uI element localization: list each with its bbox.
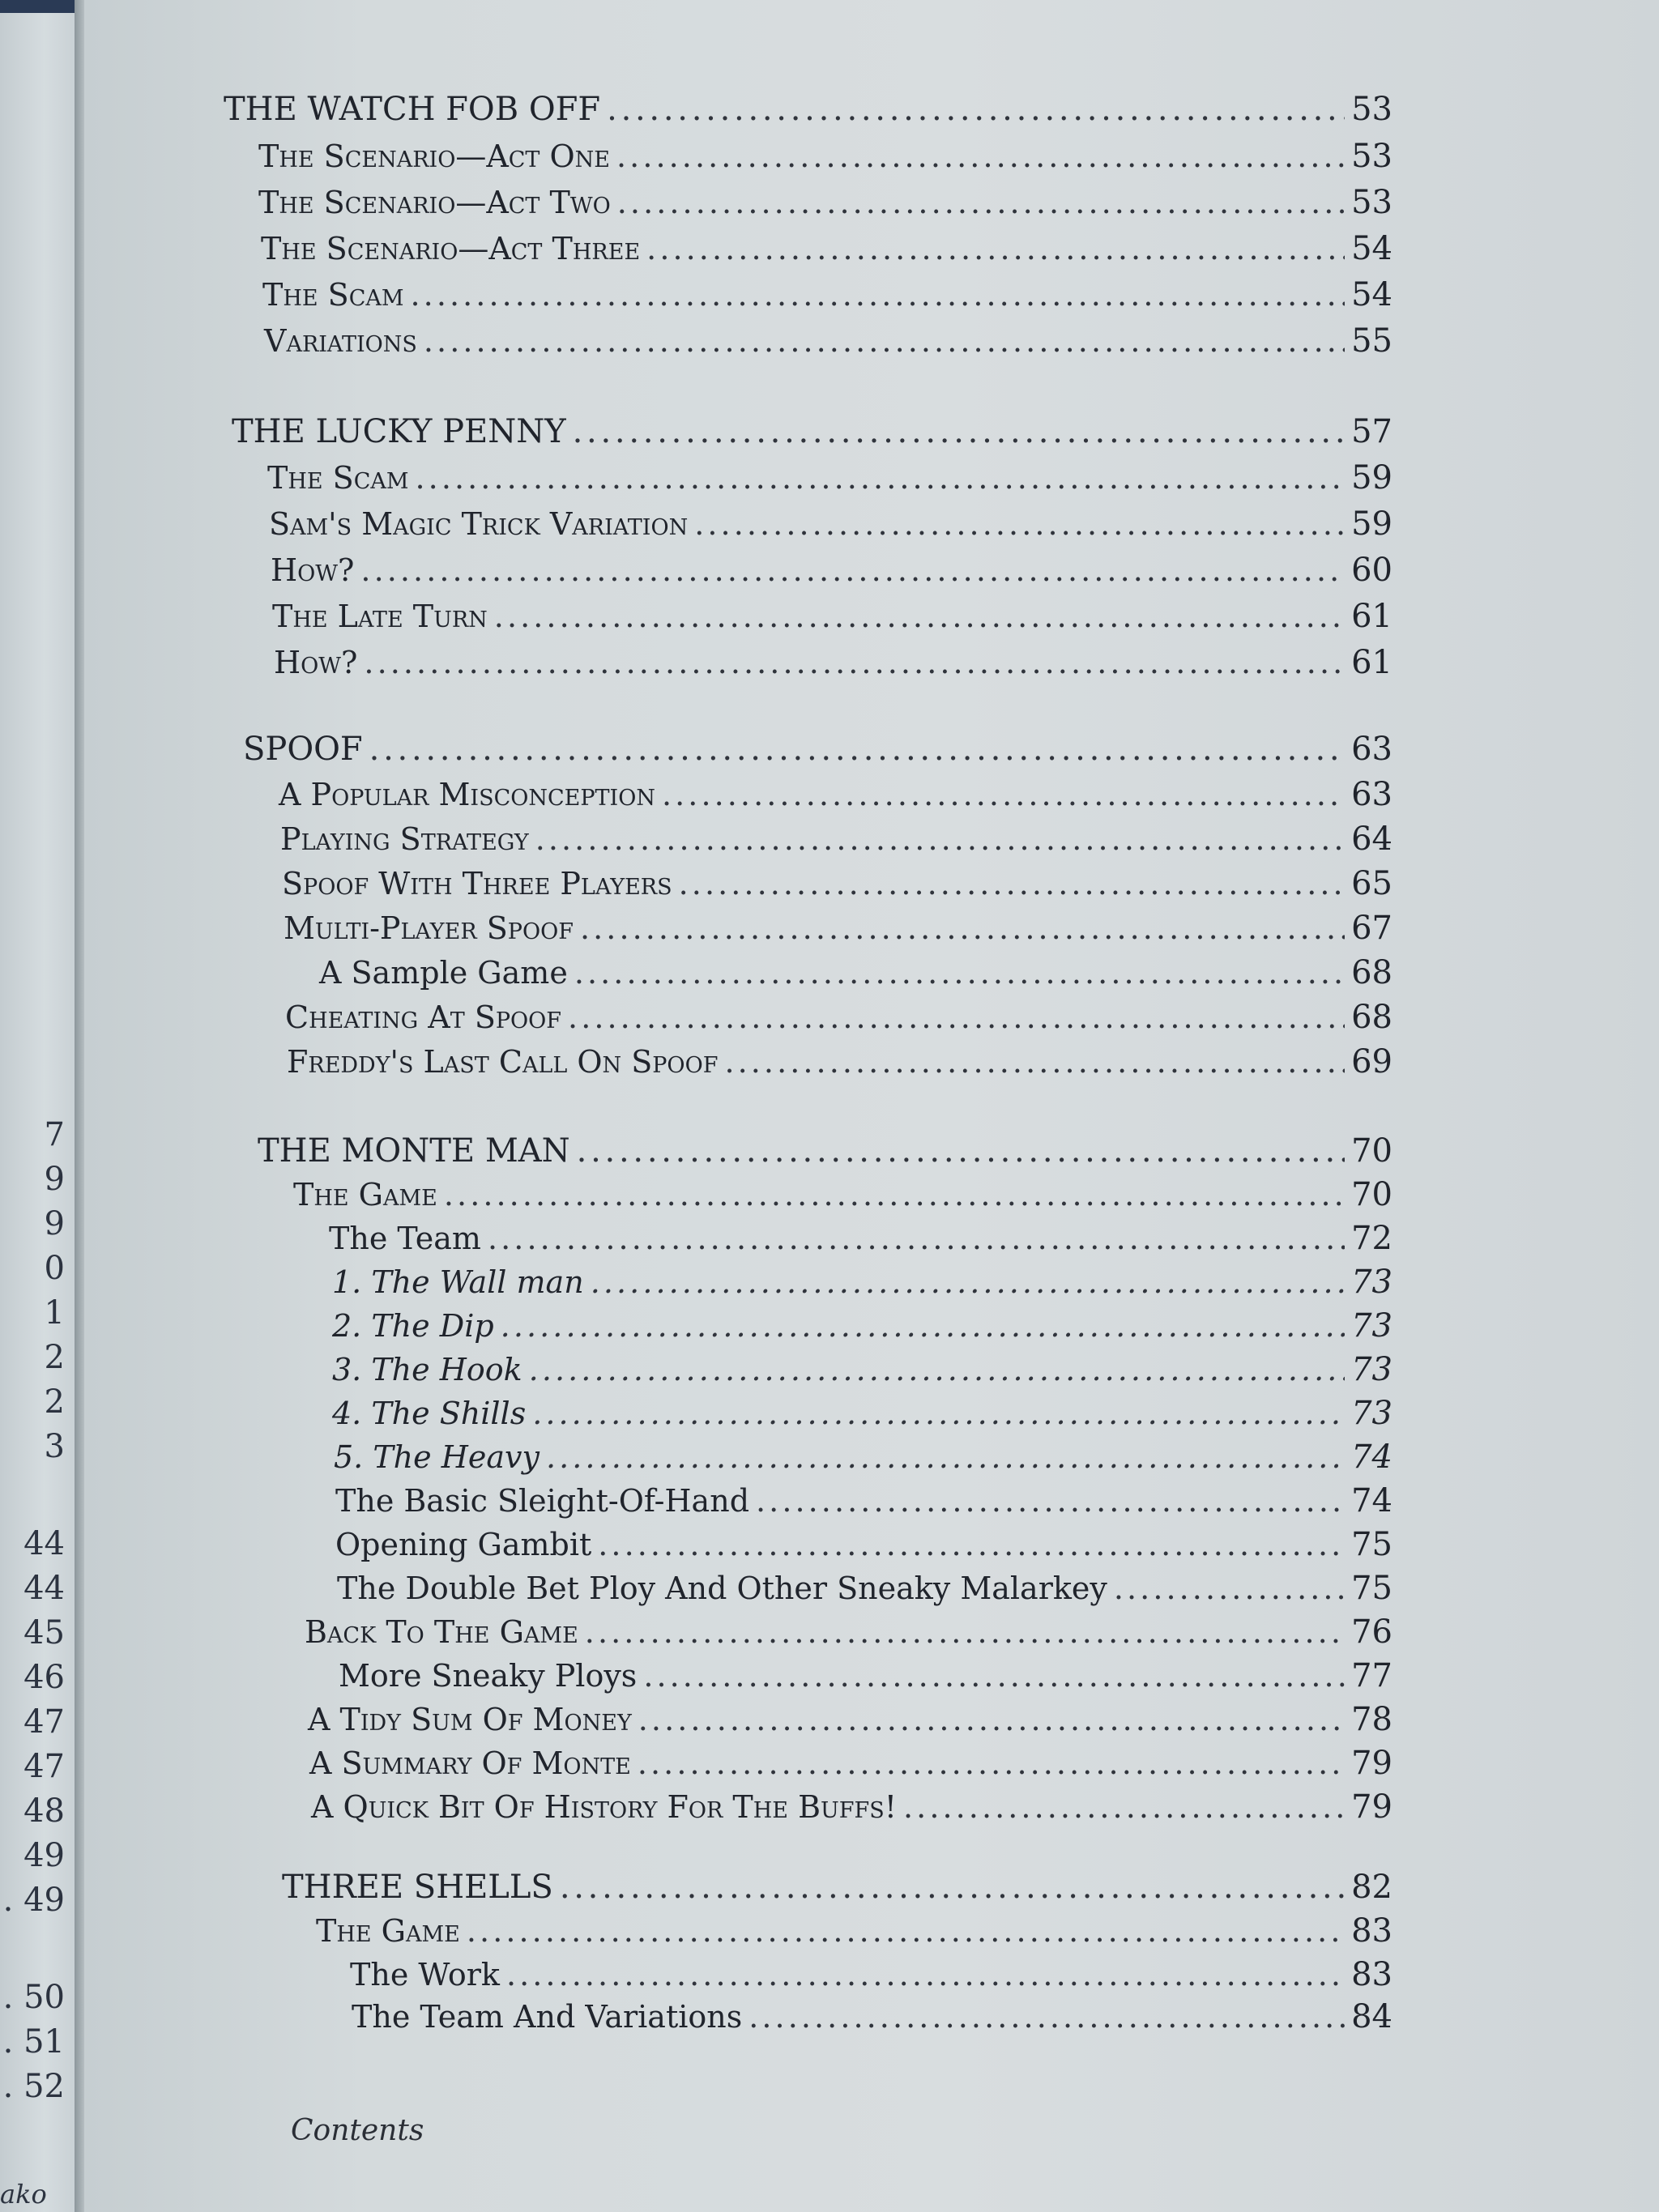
toc-entry-title: Opening Gambit [335, 1527, 592, 1562]
toc-entry-title: The Game [316, 1913, 460, 1949]
toc-entry-page-number: 82 [1351, 1869, 1392, 1906]
dot-leader [756, 1483, 1345, 1519]
toc-entry-page-number: 53 [1351, 91, 1392, 128]
toc-entry-page-number: 67 [1351, 910, 1392, 947]
left-page-number: . 49 [2, 1882, 65, 1919]
toc-section-entry [258, 184, 1392, 221]
left-page-number: 2 [44, 1339, 65, 1376]
toc-entry-page-number: 83 [1351, 1956, 1392, 1993]
left-page-number: 3 [44, 1428, 65, 1465]
left-page-number: 9 [44, 1161, 65, 1198]
toc-entry-page-number: 73 [1351, 1307, 1392, 1345]
toc-entry-page-number: 59 [1351, 459, 1392, 497]
dot-leader [638, 1745, 1345, 1781]
toc-entry-title: Variations [264, 323, 417, 359]
dot-leader [1114, 1571, 1345, 1606]
toc-entry-title: The Team And Variations [352, 1999, 743, 2035]
dot-leader [411, 277, 1346, 313]
toc-entry-page-number: 68 [1351, 999, 1392, 1036]
toc-section-entry [332, 1351, 1392, 1388]
toc-entry-page-number: 65 [1351, 865, 1392, 902]
toc-entry-title: SPOOF [243, 731, 363, 768]
left-page-bottom-word: ako [0, 2179, 47, 2210]
toc-entry-page-number: 68 [1351, 954, 1392, 991]
toc-chapter-entry [258, 1132, 1392, 1170]
dot-leader [488, 1221, 1345, 1256]
left-page-number: 44 [23, 1525, 65, 1562]
toc-chapter-entry [243, 731, 1392, 768]
toc-section-entry [264, 322, 1392, 360]
toc-entry-title: The Basic Sleight-Of-Hand [335, 1483, 750, 1519]
dot-leader [638, 1702, 1345, 1737]
toc-entry-page-number: 53 [1351, 184, 1392, 221]
dot-leader [416, 460, 1346, 496]
book-spine-edge [0, 0, 81, 13]
toc-entry-title: How? [274, 645, 358, 680]
toc-entry-page-number: 61 [1351, 598, 1392, 635]
dot-leader [360, 552, 1345, 588]
dot-leader [903, 1789, 1345, 1825]
toc-entry-page-number: 77 [1351, 1657, 1392, 1694]
toc-entry-title: A Tidy Sum Of Money [308, 1702, 632, 1737]
toc-section-entry [280, 820, 1392, 858]
dot-leader [724, 1044, 1345, 1080]
toc-entry-page-number: 57 [1351, 413, 1392, 450]
dot-leader [424, 323, 1345, 359]
toc-entry-title: Cheating At Spoof [285, 999, 562, 1035]
toc-chapter-entry [224, 91, 1392, 128]
page-footer-label: Contents [291, 2114, 424, 2147]
toc-entry-page-number: 84 [1351, 1998, 1392, 2035]
dot-leader [646, 231, 1345, 266]
left-page-number: 1 [44, 1294, 65, 1332]
toc-entry-title: How? [271, 552, 355, 588]
toc-entry-title: THREE SHELLS [282, 1869, 553, 1906]
toc-entry-page-number: 74 [1351, 1482, 1392, 1519]
dot-leader [444, 1177, 1345, 1213]
dot-leader [580, 910, 1345, 946]
toc-entry-title: The Scam [267, 460, 409, 496]
toc-entry-title: The Double Bet Ploy And Other Sneaky Malarkey [337, 1571, 1107, 1606]
left-page-number: 44 [23, 1570, 65, 1607]
dot-leader [568, 999, 1345, 1035]
dot-leader [546, 1439, 1345, 1475]
toc-entry-title: 2. The Dip [332, 1308, 494, 1344]
toc-chapter-entry [282, 1869, 1392, 1906]
toc-section-entry [335, 1482, 1392, 1519]
toc-section-entry [329, 1220, 1392, 1257]
toc-section-entry [287, 1043, 1392, 1080]
toc-entry-title: The Scenario—Act Three [261, 231, 641, 266]
toc-entry-title: THE WATCH FOB OFF [224, 91, 601, 128]
toc-entry-page-number: 70 [1351, 1132, 1392, 1170]
left-page-number: 0 [44, 1250, 65, 1287]
dot-leader [529, 1352, 1345, 1387]
left-page-edge [0, 0, 81, 2212]
toc-entry-page-number: 64 [1351, 820, 1392, 858]
toc-section-entry [269, 505, 1392, 543]
toc-entry-title: Freddy's Last Call On Spoof [287, 1044, 719, 1080]
toc-section-entry [258, 138, 1392, 175]
toc-section-entry [339, 1657, 1392, 1694]
toc-entry-page-number: 63 [1351, 731, 1392, 768]
toc-section-entry [332, 1395, 1392, 1432]
toc-entry-title: Playing Strategy [280, 821, 529, 857]
dot-leader [598, 1527, 1345, 1562]
dot-leader [532, 1396, 1345, 1431]
toc-entry-page-number: 73 [1351, 1395, 1392, 1432]
toc-entry-title: The Scenario—Act One [258, 139, 611, 174]
toc-entry-title: A Sample Game [319, 955, 568, 991]
toc-section-entry [271, 552, 1392, 589]
toc-entry-page-number: 79 [1351, 1745, 1392, 1782]
left-page-number: 2 [44, 1383, 65, 1421]
toc-entry-title: 4. The Shills [332, 1396, 527, 1431]
contents-page [84, 0, 1659, 2212]
toc-section-entry [262, 276, 1392, 313]
toc-entry-title: A Popular Misconception [279, 777, 655, 812]
dot-leader [535, 821, 1345, 857]
left-page-number: . 52 [2, 2068, 65, 2105]
dot-leader [748, 1999, 1345, 2035]
left-page-number: 46 [23, 1659, 65, 1696]
dot-leader [585, 1614, 1345, 1650]
dot-leader [694, 506, 1345, 542]
dot-leader [369, 731, 1345, 768]
toc-entry-title: 1. The Wall man [332, 1264, 584, 1300]
toc-entry-page-number: 76 [1351, 1613, 1392, 1651]
toc-entry-title: A Quick Bit Of History For The Buffs! [311, 1789, 897, 1825]
left-page-number: 45 [23, 1614, 65, 1652]
toc-entry-page-number: 60 [1351, 552, 1392, 589]
toc-entry-page-number: 75 [1351, 1570, 1392, 1607]
toc-section-entry [305, 1613, 1392, 1651]
left-page-number: 7 [44, 1116, 65, 1153]
dot-leader [643, 1658, 1345, 1694]
toc-entry-page-number: 55 [1351, 322, 1392, 360]
toc-chapter-entry [232, 413, 1392, 450]
toc-entry-page-number: 75 [1351, 1526, 1392, 1563]
toc-entry-title: The Game [293, 1177, 437, 1213]
toc-section-entry [311, 1788, 1392, 1826]
dot-leader [560, 1869, 1345, 1906]
toc-entry-title: 5. The Heavy [334, 1439, 539, 1475]
toc-entry-title: The Scenario—Act Two [258, 185, 611, 220]
toc-section-entry [332, 1307, 1392, 1345]
toc-entry-page-number: 70 [1351, 1176, 1392, 1213]
toc-section-entry [352, 1998, 1392, 2035]
toc-entry-page-number: 73 [1351, 1264, 1392, 1301]
toc-entry-page-number: 59 [1351, 505, 1392, 543]
toc-entry-title: 3. The Hook [332, 1352, 522, 1387]
toc-section-entry [316, 1912, 1392, 1950]
toc-section-entry [308, 1701, 1392, 1738]
toc-section-entry [334, 1438, 1392, 1476]
left-page-number: 9 [44, 1205, 65, 1242]
toc-entry-title: The Scam [262, 277, 404, 313]
toc-section-entry [335, 1526, 1392, 1563]
toc-section-entry [274, 644, 1392, 681]
toc-entry-page-number: 54 [1351, 276, 1392, 313]
toc-entry-page-number: 74 [1351, 1438, 1392, 1476]
toc-section-entry [309, 1745, 1392, 1782]
dot-leader [577, 1132, 1345, 1170]
left-page-number: 47 [23, 1748, 65, 1785]
toc-section-entry [267, 459, 1392, 497]
toc-entry-page-number: 83 [1351, 1912, 1392, 1950]
toc-section-entry [285, 999, 1392, 1036]
dot-leader [662, 777, 1345, 812]
toc-entry-page-number: 53 [1351, 138, 1392, 175]
toc-section-entry [293, 1176, 1392, 1213]
toc-entry-title: THE LUCKY PENNY [232, 413, 566, 450]
dot-leader [574, 955, 1345, 991]
toc-section-entry [332, 1264, 1392, 1301]
dot-leader [364, 645, 1345, 680]
dot-leader [467, 1913, 1345, 1949]
dot-leader [617, 185, 1345, 220]
toc-entry-title: THE MONTE MAN [258, 1132, 570, 1170]
toc-section-entry [279, 776, 1392, 813]
left-page-number: 49 [23, 1837, 65, 1874]
toc-section-entry [337, 1570, 1392, 1607]
dot-leader [679, 866, 1345, 901]
toc-entry-title: A Summary Of Monte [309, 1745, 631, 1781]
dot-leader [506, 1957, 1345, 1993]
toc-entry-page-number: 69 [1351, 1043, 1392, 1080]
left-page-number: 47 [23, 1703, 65, 1741]
dot-leader [607, 91, 1345, 128]
toc-section-entry [261, 230, 1392, 267]
left-page-number: . 51 [2, 2023, 65, 2061]
toc-entry-page-number: 73 [1351, 1351, 1392, 1388]
toc-section-entry [319, 954, 1392, 991]
toc-entry-page-number: 78 [1351, 1701, 1392, 1738]
toc-entry-page-number: 54 [1351, 230, 1392, 267]
toc-entry-title: The Team [329, 1221, 481, 1256]
left-page-number: . 50 [2, 1979, 65, 2016]
dot-leader [591, 1264, 1345, 1300]
toc-entry-title: More Sneaky Ploys [339, 1658, 638, 1694]
toc-entry-title: Spoof With Three Players [282, 866, 672, 901]
toc-entry-title: Back To The Game [305, 1614, 578, 1650]
toc-section-entry [282, 865, 1392, 902]
toc-entry-title: Multi-Player Spoof [284, 910, 574, 946]
toc-section-entry [350, 1956, 1392, 1993]
toc-entry-page-number: 79 [1351, 1788, 1392, 1826]
dot-leader [616, 139, 1345, 174]
toc-entry-title: The Work [350, 1957, 500, 1993]
toc-entry-page-number: 61 [1351, 644, 1392, 681]
dot-leader [501, 1308, 1345, 1344]
dot-leader [494, 599, 1345, 634]
toc-entry-page-number: 63 [1351, 776, 1392, 813]
toc-section-entry [284, 910, 1392, 947]
left-page-number: 48 [23, 1792, 65, 1830]
dot-leader [573, 413, 1345, 450]
toc-section-entry [272, 598, 1392, 635]
toc-entry-page-number: 72 [1351, 1220, 1392, 1257]
toc-entry-title: The Late Turn [272, 599, 488, 634]
toc-entry-title: Sam's Magic Trick Variation [269, 506, 689, 542]
